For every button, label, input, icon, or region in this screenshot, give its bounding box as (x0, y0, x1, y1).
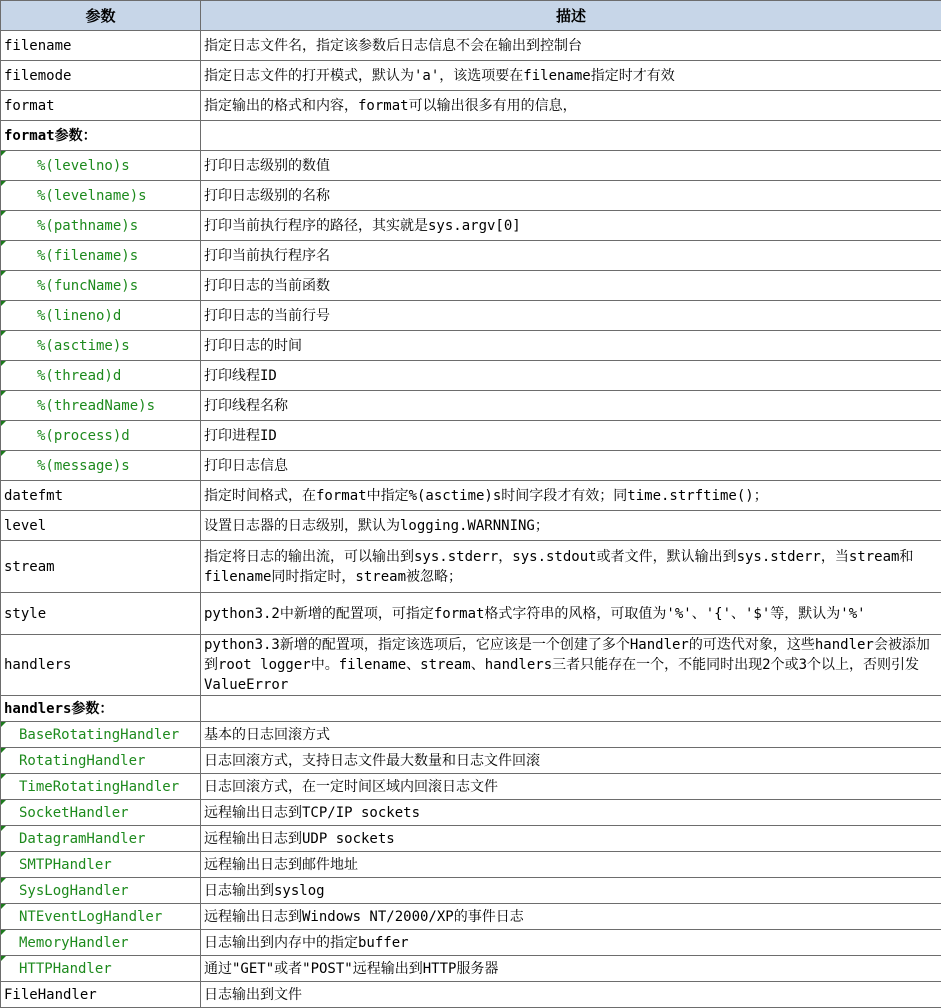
table-row (1, 421, 941, 451)
param-cell: style (1, 593, 201, 635)
param-cell: SysLogHandler (1, 878, 201, 904)
param-cell: level (1, 511, 201, 541)
desc-cell: 打印日志的时间 (201, 331, 941, 361)
section-title: format参数： (1, 121, 201, 151)
table-row (1, 878, 941, 904)
desc-cell: python3.2中新增的配置项，可指定format格式字符串的风格，可取值为'%'、'{'、'$'等，默认为'%' (201, 593, 941, 635)
desc-cell: 远程输出日志到TCP/IP sockets (201, 800, 941, 826)
table-row (1, 541, 941, 593)
param-cell: format (1, 91, 201, 121)
desc-cell: 日志输出到内存中的指定buffer (201, 930, 941, 956)
table-row (1, 593, 941, 635)
desc-cell: 打印日志级别的名称 (201, 181, 941, 211)
table-row (1, 151, 941, 181)
param-cell: %(threadName)s (1, 391, 201, 421)
table-row (1, 511, 941, 541)
section-row-handlers (1, 696, 941, 722)
table-row (1, 852, 941, 878)
desc-cell: 打印日志级别的数值 (201, 151, 941, 181)
desc-cell: 日志回滚方式，在一定时间区域内回滚日志文件 (201, 774, 941, 800)
param-cell: %(levelno)s (1, 151, 201, 181)
table-row (1, 241, 941, 271)
desc-cell: 打印当前执行程序的路径，其实就是sys.argv[0] (201, 211, 941, 241)
table-row (1, 181, 941, 211)
table-row (1, 635, 941, 696)
table-row (1, 301, 941, 331)
param-cell: %(pathname)s (1, 211, 201, 241)
desc-cell: 远程输出日志到Windows NT/2000/XP的事件日志 (201, 904, 941, 930)
param-cell: %(levelname)s (1, 181, 201, 211)
param-cell: TimeRotatingHandler (1, 774, 201, 800)
header-row (1, 1, 941, 31)
desc-cell: 打印线程名称 (201, 391, 941, 421)
table-row (1, 904, 941, 930)
param-cell: %(asctime)s (1, 331, 201, 361)
desc-cell: 基本的日志回滚方式 (201, 722, 941, 748)
table-row (1, 826, 941, 852)
param-cell: filemode (1, 61, 201, 91)
param-cell: MemoryHandler (1, 930, 201, 956)
param-cell: datefmt (1, 481, 201, 511)
table-row (1, 956, 941, 982)
desc-cell: 指定日志文件名，指定该参数后日志信息不会在输出到控制台 (201, 31, 941, 61)
desc-cell: 指定输出的格式和内容，format可以输出很多有用的信息， (201, 91, 941, 121)
desc-cell: 指定日志文件的打开模式，默认为'a'，该选项要在filename指定时才有效 (201, 61, 941, 91)
desc-cell: 打印日志的当前行号 (201, 301, 941, 331)
param-cell: SocketHandler (1, 800, 201, 826)
desc-header: 描述 (201, 1, 941, 31)
section-row-format (1, 121, 941, 151)
section-title: handlers参数： (1, 696, 201, 722)
table-row (1, 774, 941, 800)
param-cell: DatagramHandler (1, 826, 201, 852)
param-header: 参数 (1, 1, 201, 31)
desc-cell: 远程输出日志到邮件地址 (201, 852, 941, 878)
desc-cell: 远程输出日志到UDP sockets (201, 826, 941, 852)
table-row (1, 930, 941, 956)
table-row (1, 91, 941, 121)
table-row (1, 982, 941, 1008)
param-cell: %(filename)s (1, 241, 201, 271)
param-cell: stream (1, 541, 201, 593)
param-cell: %(process)d (1, 421, 201, 451)
param-cell: SMTPHandler (1, 852, 201, 878)
table-row (1, 61, 941, 91)
param-cell: FileHandler (1, 982, 201, 1008)
desc-cell: 打印当前执行程序名 (201, 241, 941, 271)
desc-cell: 打印线程ID (201, 361, 941, 391)
table-row (1, 391, 941, 421)
param-cell: %(lineno)d (1, 301, 201, 331)
table-row (1, 722, 941, 748)
param-cell: %(funcName)s (1, 271, 201, 301)
table-row (1, 31, 941, 61)
table-row (1, 271, 941, 301)
param-cell: handlers (1, 635, 201, 696)
desc-cell: 打印进程ID (201, 421, 941, 451)
param-cell: filename (1, 31, 201, 61)
table-row (1, 748, 941, 774)
desc-cell: 打印日志的当前函数 (201, 271, 941, 301)
param-cell: NTEventLogHandler (1, 904, 201, 930)
table-row (1, 451, 941, 481)
desc-cell: 日志输出到文件 (201, 982, 941, 1008)
table-row (1, 361, 941, 391)
param-cell: BaseRotatingHandler (1, 722, 201, 748)
desc-cell: 打印日志信息 (201, 451, 941, 481)
desc-cell: 指定将日志的输出流，可以输出到sys.stderr，sys.stdout或者文件，默认输出到sys.stderr，当stream和filename同时指定时，stream被忽略； (201, 541, 941, 593)
table-row (1, 331, 941, 361)
param-cell: HTTPHandler (1, 956, 201, 982)
param-cell: %(thread)d (1, 361, 201, 391)
desc-cell: 日志回滚方式，支持日志文件最大数量和日志文件回滚 (201, 748, 941, 774)
table-row (1, 211, 941, 241)
desc-cell: 通过"GET"或者"POST"远程输出到HTTP服务器 (201, 956, 941, 982)
table-row (1, 800, 941, 826)
section-empty-cell (201, 696, 941, 722)
desc-cell: 日志输出到syslog (201, 878, 941, 904)
desc-cell: 设置日志器的日志级别，默认为logging.WARNNING； (201, 511, 941, 541)
param-cell: %(message)s (1, 451, 201, 481)
param-cell: RotatingHandler (1, 748, 201, 774)
desc-cell: python3.3新增的配置项，指定该选项后，它应该是一个创建了多个Handler的可迭代对象，这些handler会被添加到root logger中。filename、stream、handlers三者只能存在一个，不能同时出现2个或3个以上，否则引发ValueError (201, 635, 941, 696)
section-empty-cell (201, 121, 941, 151)
desc-cell: 指定时间格式，在format中指定%(asctime)s时间字段才有效；同time.strftime()； (201, 481, 941, 511)
table-row (1, 481, 941, 511)
